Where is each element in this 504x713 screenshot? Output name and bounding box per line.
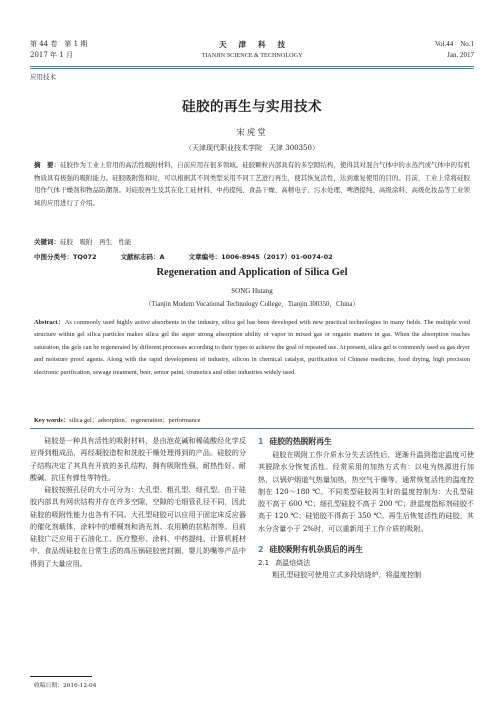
publication-date-text: 2017 年 1 月 (30, 51, 73, 59)
footnote-rule (30, 676, 92, 677)
keywords-en (34, 415, 470, 424)
abstract-en-label: Abstract： (34, 319, 65, 326)
header-rule-thin (30, 68, 474, 69)
section-2-title: 硅胶吸附有机杂质后的再生 (269, 544, 363, 554)
article-number: 文章编号：1006-8945（2017）01-0074-02 (188, 253, 333, 261)
received-date-footnote: 收稿日期：2016-12-04 (34, 683, 97, 689)
section-1-heading (258, 435, 474, 449)
journal-name-cn: 天津科技 (219, 40, 297, 49)
section-2-1-heading (258, 557, 474, 569)
journal-volume-issue (30, 39, 87, 61)
keywords-cn-label: 关键词： (34, 238, 60, 246)
author-affiliation-en: （Tianjin Modern Vocational Technology College，Tianjin 300350，China） (144, 301, 360, 308)
journal-name (190, 39, 314, 61)
paper-title: 硅胶的再生与实用技术 (182, 99, 322, 115)
keywords-cn (34, 237, 470, 246)
document-code: 文献标志码：A (120, 253, 165, 261)
abstract-divider (30, 428, 474, 429)
section-gap (258, 535, 474, 543)
abstract-en-text: As commonly used highly active absorbents in the industry, silica gel has been developed with new practical technologies in many fields. The multiple void structure within gel silica particles makes silica gel the super strong absorption ability of vapor in mixed gas or organic matters in gas. When the absorption reaches saturation, the gels can be regenerated by different processes according to their types to achieve the goal of repeated use. At present, silica gel is commonly used as gas dryer and moisture proof agents. Along with the rapid development of industry, silicon in chemical catalyst, purification of Chinese medicine, food drying, high precision electronic purification, sewage treatment, beer, senior paint, cosmetics and other industries widely used. (34, 319, 470, 376)
journal-name-en: TIANJIN SCIENCE & TECHNOLOGY (201, 52, 303, 59)
section-label: 应用技术 (30, 73, 56, 81)
paper-author: 宋虎堂 (236, 128, 268, 138)
section-2-1-number: 2.1 (258, 558, 270, 567)
abstract-en (34, 317, 470, 379)
section-1-paragraph: 硅胶在吸附工作介质水分失去活性后，逐渐升温到指定温度可使其脱除水分恢复活性。经常采用的加热方式有：以电为热源进行加热，以锅炉烟道气热量加热，热空气干燥等。通常恢复活性的温度控制在 120～180 ℃。不同类型硅胶再生时的温度控制为：大孔型硅胶不高于 600 ℃；细孔型硅胶不高于 200 ℃；泄湿度指标剂硅胶不高于 120 ℃；硅铝胶不得高于 350 ℃。再生后恢复活性的硅胶，其水分含量小于 2%时，可以重新用于工作介质的吸附。 (258, 450, 474, 533)
keywords-en-label: Key words： (34, 417, 70, 424)
abstract-cn (34, 159, 470, 210)
abstract-cn-label: 摘 要： (34, 161, 61, 169)
paper-title-en: Regeneration and Application of Silica Gel (156, 267, 348, 278)
volume-issue-en-text: Vol.44 No.1 (434, 40, 474, 48)
section-1-title: 硅胶的热脱附再生 (269, 437, 332, 446)
header-rule (30, 66, 474, 67)
body-column-left (30, 435, 246, 570)
volume-issue-text: 第 44 卷 第 1 期 (30, 40, 88, 48)
abstract-cn-text: 硅胶作为工业上常用的高活性吸附材料，自前应用在很多领域。硅胶颗粒内部具有的多空隙结构，使得其对混合气体中的水蒸汽或气体中的有机物质具有极强的吸附能力。硅胶吸附饱和时，可以根据其不同类型采用不同工艺进行再生，使其恢复活性，达到重复使用的目的。目前，工业上常将硅胶用作气体干燥剂和物品防潮剂。对硅胶再生及其在化工硅材料、中药提纯、食品干燥、高精电子、污水处理、啤酒提纯、高级涂料、高级化妆品等工业领域的应用进行了介绍。 (34, 161, 471, 208)
author-affiliation: （天津现代职业技术学院 天津 300350） (185, 144, 319, 152)
publication-date-en-text: Jan. 2017 (447, 51, 474, 59)
paper-author-en: SONG Hutang (231, 287, 273, 295)
clc-number: 中图分类号：TQ072 (34, 253, 97, 261)
keywords-cn-text: 硅胶 吸附 再生 性能 (60, 238, 132, 246)
journal-volume-issue-en (435, 39, 474, 61)
section-2-1-paragraph: 粗孔型硅胶可使用立式多段焙烧炉，将温度控制 (272, 570, 422, 579)
section-2-1-title: 高温焙烧法 (275, 558, 311, 567)
section-2-number: 2 (258, 544, 264, 554)
section-1-number: 1 (258, 437, 264, 446)
classification-meta (34, 252, 470, 261)
intro-paragraph-2: 硅胶按照孔径的大小可分为：大孔型、粗孔型、细孔型。由于硅胶内部具有网状结构并存在许多空隙，空隙的毛细管孔径不同，因此硅胶的吸附性能力也各有不同。大孔型硅胶可以应用于固定床反应器的催化剂载体，涂料中的增稠剂和消光剂、农用膜的抗粘剂等。目前硅胶广泛应用于石油化工、医疗整形、涂料、中药提纯、计算机耗材中、食品级硅胶在日常生活的高压锅硅胶密封圈、婴儿奶嘴等产品中得到了大量应用。 (30, 485, 246, 568)
section-2-heading (258, 543, 474, 557)
intro-paragraph-1: 硅胶是一种具有活性的吸附材料，是由泡花碱和稀硫酸经化学反应得到粗成品，再经凝胶造粒和洗胶干燥处理得到的产品。硅胶的分子结构决定了其具有开放的多孔结构，拥有吸附性强、耐热性好、耐酸碱、抗压有弹性等特性。 (30, 436, 246, 482)
body-column-right (258, 435, 474, 581)
keywords-en-text: silica gel；adsorption；regeneration；performance (69, 417, 201, 424)
